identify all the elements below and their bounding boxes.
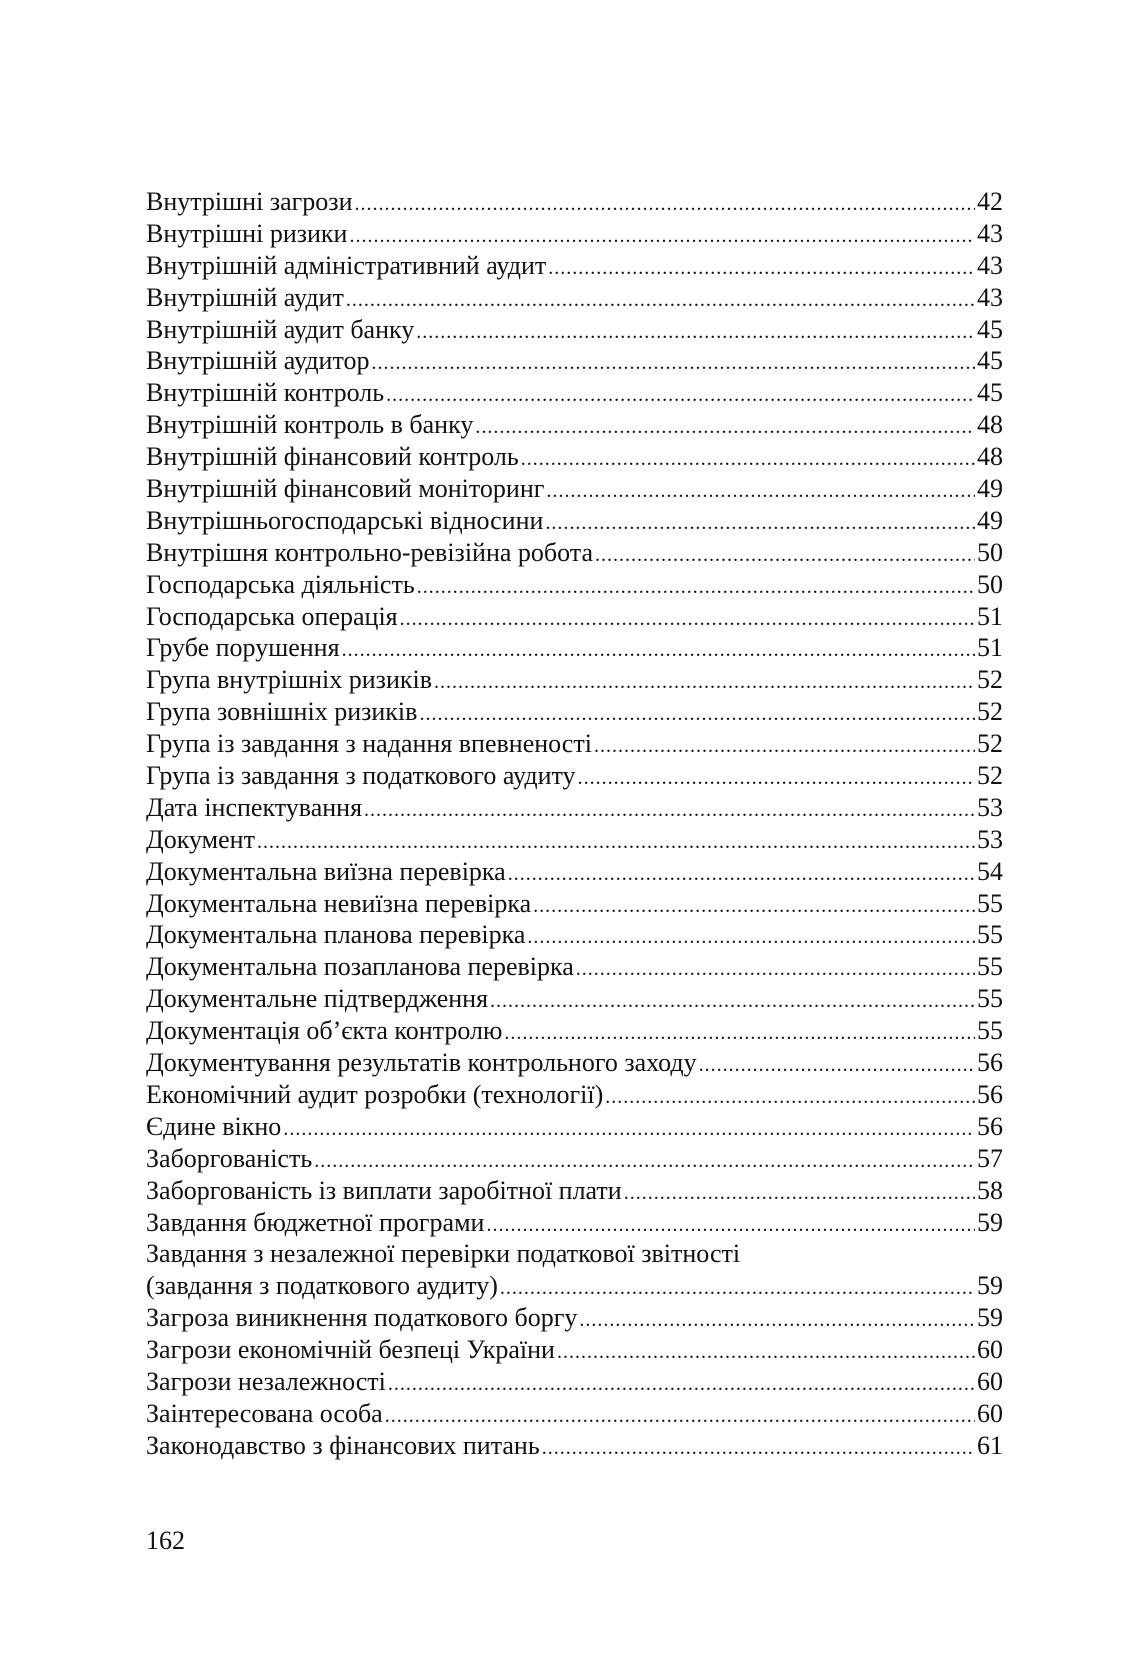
toc-entry bbox=[146, 632, 1003, 664]
toc-entry-page: 55 bbox=[977, 888, 1003, 918]
toc-entry-label: Грубе порушення bbox=[146, 633, 340, 663]
toc-entry bbox=[146, 1334, 1003, 1366]
toc-entry-page: 52 bbox=[977, 665, 1003, 695]
toc-entry-label: Внутрішній адміністративний аудит bbox=[146, 250, 547, 280]
toc-entry-label: Господарська операція bbox=[146, 601, 398, 631]
toc-entry-label: (завдання з податкового аудиту) bbox=[146, 1271, 498, 1301]
toc-leader-dots bbox=[283, 1114, 975, 1146]
toc-leader-dots bbox=[576, 954, 975, 986]
toc-entry bbox=[146, 282, 1003, 314]
toc-leader-dots bbox=[386, 380, 975, 412]
toc-entry-label: Внутрішній фінансовий моніторинг bbox=[146, 474, 545, 504]
page-number: 162 bbox=[146, 1526, 185, 1555]
toc-entry bbox=[146, 792, 1003, 824]
toc-leader-dots bbox=[385, 1401, 975, 1433]
toc-leader-dots bbox=[314, 1146, 975, 1178]
toc-entry-label: Внутрішні загрози bbox=[146, 187, 353, 216]
toc-entry bbox=[146, 218, 1003, 250]
toc-leader-dots bbox=[417, 572, 975, 604]
toc-entry-page: 49 bbox=[977, 474, 1003, 504]
toc-entry-page: 59 bbox=[977, 1303, 1003, 1333]
toc-entry-label: Документальна виїзна перевірка bbox=[146, 856, 506, 886]
toc-entry-label: Внутрішній аудитор bbox=[146, 346, 370, 376]
toc-entry-label: Єдине вікно bbox=[146, 1111, 282, 1141]
toc-entry bbox=[146, 1143, 1003, 1175]
toc-leader-dots bbox=[579, 1305, 975, 1337]
toc-entry-label: Документування результатів контрольного заходу bbox=[146, 1048, 697, 1078]
toc-entry-page: 56 bbox=[977, 1079, 1003, 1109]
toc-leader-dots bbox=[578, 763, 975, 795]
toc-entry-label: Група із завдання з податкового аудиту bbox=[146, 761, 576, 791]
toc-leader-dots bbox=[416, 317, 975, 349]
toc-entry bbox=[146, 1175, 1003, 1207]
toc-entry-page: 56 bbox=[977, 1048, 1003, 1078]
toc-entry bbox=[146, 186, 1003, 218]
toc-entry-label: Внутрішня контрольно-ревізійна робота bbox=[146, 537, 594, 567]
toc-entry bbox=[146, 696, 1003, 728]
toc-entry-page: 54 bbox=[977, 856, 1003, 886]
toc-entry-label: Група внутрішніх ризиків bbox=[146, 665, 432, 695]
toc-leader-dots bbox=[557, 1337, 975, 1369]
toc-leader-dots bbox=[364, 795, 975, 827]
toc-entry-label: Внутрішньогосподарські відносини bbox=[146, 505, 544, 535]
toc-leader-dots bbox=[371, 348, 975, 380]
toc-entry-page: 50 bbox=[977, 537, 1003, 567]
toc-entry bbox=[146, 441, 1003, 473]
toc-entry bbox=[146, 1430, 1003, 1462]
toc-entry-page: 53 bbox=[977, 792, 1003, 822]
toc-entry-wrapped-line2 bbox=[146, 1270, 1003, 1302]
toc-leader-dots bbox=[542, 1433, 975, 1465]
toc-entry bbox=[146, 1398, 1003, 1430]
toc-entry bbox=[146, 760, 1003, 792]
toc-leader-dots bbox=[475, 412, 975, 444]
toc-entry-label: Завдання бюджетної програми bbox=[146, 1207, 485, 1237]
toc-leader-dots bbox=[490, 986, 975, 1018]
toc-entry-label: Документальне підтвердження bbox=[146, 984, 489, 1014]
toc-leader-dots bbox=[546, 476, 975, 508]
toc-entry-page: 43 bbox=[977, 282, 1003, 312]
toc-entry-page: 52 bbox=[977, 697, 1003, 727]
toc-entry-page: 45 bbox=[977, 346, 1003, 376]
toc-entry bbox=[146, 1079, 1003, 1111]
toc-entry bbox=[146, 888, 1003, 920]
toc-entry-label: Заборгованість bbox=[146, 1143, 313, 1173]
toc-entry bbox=[146, 983, 1003, 1015]
toc-leader-dots bbox=[521, 444, 975, 476]
toc-leader-dots bbox=[508, 859, 975, 891]
toc-entry-page: 53 bbox=[977, 824, 1003, 854]
toc-entry-page: 59 bbox=[977, 1271, 1003, 1301]
toc-entry bbox=[146, 824, 1003, 856]
toc-entry-page: 59 bbox=[977, 1207, 1003, 1237]
toc-entry-page: 56 bbox=[977, 1111, 1003, 1141]
toc-entry-label: Економічний аудит розробки (технології) bbox=[146, 1079, 604, 1109]
toc-leader-dots bbox=[699, 1050, 975, 1082]
toc-leader-dots bbox=[400, 604, 975, 636]
toc-entry-page: 55 bbox=[977, 952, 1003, 982]
toc-leader-dots bbox=[548, 253, 975, 285]
toc-entry bbox=[146, 345, 1003, 377]
toc-entry-page: 45 bbox=[977, 378, 1003, 408]
toc-leader-dots bbox=[545, 508, 975, 540]
toc-entry-label: Внутрішній аудит bbox=[146, 282, 344, 312]
toc-entry bbox=[146, 537, 1003, 569]
toc-entry-page: 55 bbox=[977, 1016, 1003, 1046]
toc-entry bbox=[146, 314, 1003, 346]
toc-entry bbox=[146, 919, 1003, 951]
toc-entry bbox=[146, 1111, 1003, 1143]
toc-entry bbox=[146, 1207, 1003, 1239]
toc-leader-dots bbox=[346, 285, 975, 317]
toc-entry-label: Законодавство з фінансових питань bbox=[146, 1430, 540, 1460]
toc-entry-page: 55 bbox=[977, 984, 1003, 1014]
toc-entry-label: Заінтересована особа bbox=[146, 1398, 383, 1428]
toc-entry-label: Документальна позапланова перевірка bbox=[146, 952, 574, 982]
toc-entry-label: Дата інспектування bbox=[146, 792, 363, 822]
toc-entry-label: Документальна невиїзна перевірка bbox=[146, 888, 532, 918]
toc-leader-dots bbox=[594, 731, 975, 763]
toc-entry-label: Внутрішній фінансовий контроль bbox=[146, 442, 519, 472]
toc-entry bbox=[146, 664, 1003, 696]
toc-entry-label: Внутрішній контроль в банку bbox=[146, 410, 474, 440]
toc-entry-page: 60 bbox=[977, 1366, 1003, 1396]
toc-entry bbox=[146, 505, 1003, 537]
toc-entry-page: 51 bbox=[977, 633, 1003, 663]
table-of-contents bbox=[146, 186, 1003, 1462]
toc-entry-label: Внутрішні ризики bbox=[146, 218, 348, 248]
toc-entry-page: 45 bbox=[977, 314, 1003, 344]
toc-entry bbox=[146, 473, 1003, 505]
toc-entry-label: Внутрішній аудит банку bbox=[146, 314, 415, 344]
toc-leader-dots bbox=[504, 1018, 975, 1050]
toc-entry-label: Загроза виникнення податкового боргу bbox=[146, 1303, 578, 1333]
toc-entry bbox=[146, 1366, 1003, 1398]
toc-list-after bbox=[146, 1302, 1003, 1461]
toc-entry-label: Документація об’єкта контролю bbox=[146, 1016, 503, 1046]
toc-leader-dots bbox=[595, 540, 975, 572]
toc-entry-page: 60 bbox=[977, 1398, 1003, 1428]
toc-entry-label: Завдання з незалежної перевірки податкової звітності bbox=[146, 1239, 741, 1269]
toc-entry-wrapped-line1 bbox=[146, 1238, 1003, 1270]
toc-leader-dots bbox=[419, 699, 975, 731]
toc-entry bbox=[146, 951, 1003, 983]
toc-leader-dots bbox=[527, 922, 975, 954]
toc-entry-page: 57 bbox=[977, 1143, 1003, 1173]
toc-entry-page: 52 bbox=[977, 729, 1003, 759]
toc-leader-dots bbox=[624, 1178, 975, 1210]
toc-leader-dots bbox=[533, 891, 975, 923]
toc-entry-page: 61 bbox=[977, 1430, 1003, 1460]
toc-leader-dots bbox=[500, 1273, 975, 1305]
toc-entry bbox=[146, 1302, 1003, 1334]
toc-entry bbox=[146, 1047, 1003, 1079]
toc-entry-page: 51 bbox=[977, 601, 1003, 631]
toc-entry bbox=[146, 856, 1003, 888]
toc-entry bbox=[146, 377, 1003, 409]
toc-entry bbox=[146, 728, 1003, 760]
toc-entry-page: 50 bbox=[977, 569, 1003, 599]
toc-leader-dots bbox=[354, 189, 975, 221]
toc-leader-dots bbox=[486, 1210, 975, 1242]
toc-entry-page: 43 bbox=[977, 218, 1003, 248]
toc-entry-page: 42 bbox=[977, 187, 1003, 216]
toc-entry bbox=[146, 250, 1003, 282]
toc-entry-page: 58 bbox=[977, 1175, 1003, 1205]
toc-entry-label: Група із завдання з надання впевненості bbox=[146, 729, 592, 759]
toc-entry-page: 48 bbox=[977, 410, 1003, 440]
toc-leader-dots bbox=[388, 1369, 975, 1401]
toc-entry bbox=[146, 569, 1003, 601]
toc-leader-dots bbox=[605, 1082, 975, 1114]
toc-entry-page: 49 bbox=[977, 505, 1003, 535]
toc-entry-page: 55 bbox=[977, 920, 1003, 950]
toc-leader-dots bbox=[342, 635, 975, 667]
toc-entry-label: Документальна планова перевірка bbox=[146, 920, 526, 950]
toc-leader-dots bbox=[434, 667, 975, 699]
toc-entry-label: Група зовнішніх ризиків bbox=[146, 697, 418, 727]
toc-entry-page: 60 bbox=[977, 1335, 1003, 1365]
toc-entry-page: 43 bbox=[977, 250, 1003, 280]
toc-entry-page: 48 bbox=[977, 442, 1003, 472]
toc-entry bbox=[146, 1015, 1003, 1047]
toc-entry bbox=[146, 601, 1003, 633]
toc-entry-label: Внутрішній контроль bbox=[146, 378, 385, 408]
toc-leader-dots bbox=[257, 827, 975, 859]
toc-leader-dots bbox=[349, 221, 975, 253]
toc-entry-label: Заборгованість із виплати заробітної плати bbox=[146, 1175, 622, 1205]
toc-entry-label: Документ bbox=[146, 824, 255, 854]
toc-list bbox=[146, 186, 1003, 1238]
toc-entry-page: 52 bbox=[977, 761, 1003, 791]
toc-entry bbox=[146, 409, 1003, 441]
toc-entry-label: Загрози економічній безпеці України bbox=[146, 1335, 555, 1365]
toc-entry-label: Загрози незалежності bbox=[146, 1366, 386, 1396]
toc-entry-label: Господарська діяльність bbox=[146, 569, 415, 599]
